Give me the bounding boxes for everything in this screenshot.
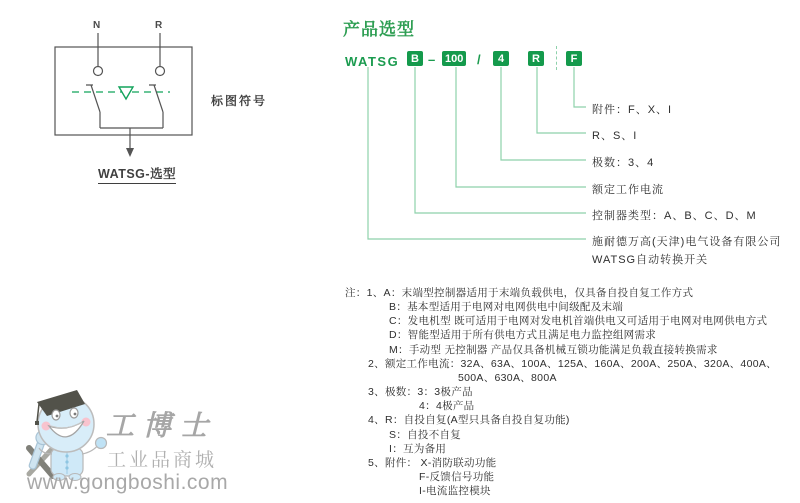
note-line: I-电流监控模块 [419, 485, 491, 498]
selection-tree-lines [368, 67, 586, 239]
actuator-triangle-icon [119, 87, 133, 99]
callout-controller: 控制器类型：A、B、C、D、M [592, 210, 757, 222]
note-line: S：自投不自复 [389, 428, 462, 441]
watermark-subtitle: 工业品商城 [107, 450, 218, 471]
code-dashed-divider [556, 46, 557, 70]
output-arrow-icon [126, 148, 134, 157]
terminal-leads [98, 33, 160, 66]
terminal-label-n: N [93, 20, 101, 31]
callout-poles: 极数：3、4 [592, 157, 655, 169]
watermark-url: www.gongboshi.com [27, 471, 229, 494]
note-line: C：发电机型 既可适用于电网对发电机首端供电又可适用于电网对电网供电方式 [389, 315, 768, 328]
note-line: M：手动型 无控制器 产品仅具备机械互锁功能满足负载直接转换需求 [389, 343, 718, 356]
note-line: 注：1、A：末端型控制器适用于末端负载供电，仅具备自投自复工作方式 [345, 287, 694, 299]
diagram-caption: WATSG-选型 [98, 164, 176, 184]
code-box-mode: R [528, 51, 544, 66]
code-box-controller: B [407, 51, 423, 66]
note-line: F-反馈信号功能 [419, 471, 495, 484]
note-line: 2、额定工作电流：32A、63A、100A、125A、160A、200A、250A、320A、400A、 [368, 357, 777, 370]
note-line: 500A、630A、800A [458, 371, 557, 384]
note-line: B：基本型适用于电网对电网供电中间级配及末端 [389, 301, 624, 314]
output-rail [100, 128, 163, 149]
note-line: 4：4极产品 [419, 400, 475, 413]
callout-product: WATSG自动转换开关 [592, 254, 709, 266]
note-line: D：智能型适用于所有供电方式且满足电力监控组网需求 [389, 329, 657, 342]
code-dash: – [428, 52, 436, 67]
code-box-poles: 4 [493, 51, 509, 66]
notes-block [345, 286, 795, 498]
symbol-label: 标图符号 [211, 94, 268, 108]
note-line: 4、R：自投自复(A型只具备自投自复功能) [368, 414, 570, 427]
code-prefix: WATSG [345, 54, 400, 69]
note-line: 5、附件： X-消防联动功能 [368, 456, 497, 469]
terminal-label-r: R [155, 20, 163, 31]
callout-company: 施耐德万高(天津)电气设备有限公司 [592, 236, 782, 248]
code-box-current: 100 [442, 51, 466, 66]
callout-mode: R、S、I [592, 130, 638, 142]
terminal-contact-n [94, 67, 103, 76]
note-line: I：互为备用 [389, 442, 447, 455]
terminal-contact-r [156, 67, 165, 76]
callout-current: 额定工作电流 [592, 184, 664, 196]
code-slash: / [477, 52, 481, 67]
code-box-accessory: F [566, 51, 582, 66]
callout-accessory: 附件：F、X、I [592, 104, 673, 116]
note-line: 3、极数：3：3极产品 [368, 386, 473, 399]
watermark-brand: 工博士 [106, 411, 218, 442]
section-title: 产品选型 [343, 20, 415, 39]
